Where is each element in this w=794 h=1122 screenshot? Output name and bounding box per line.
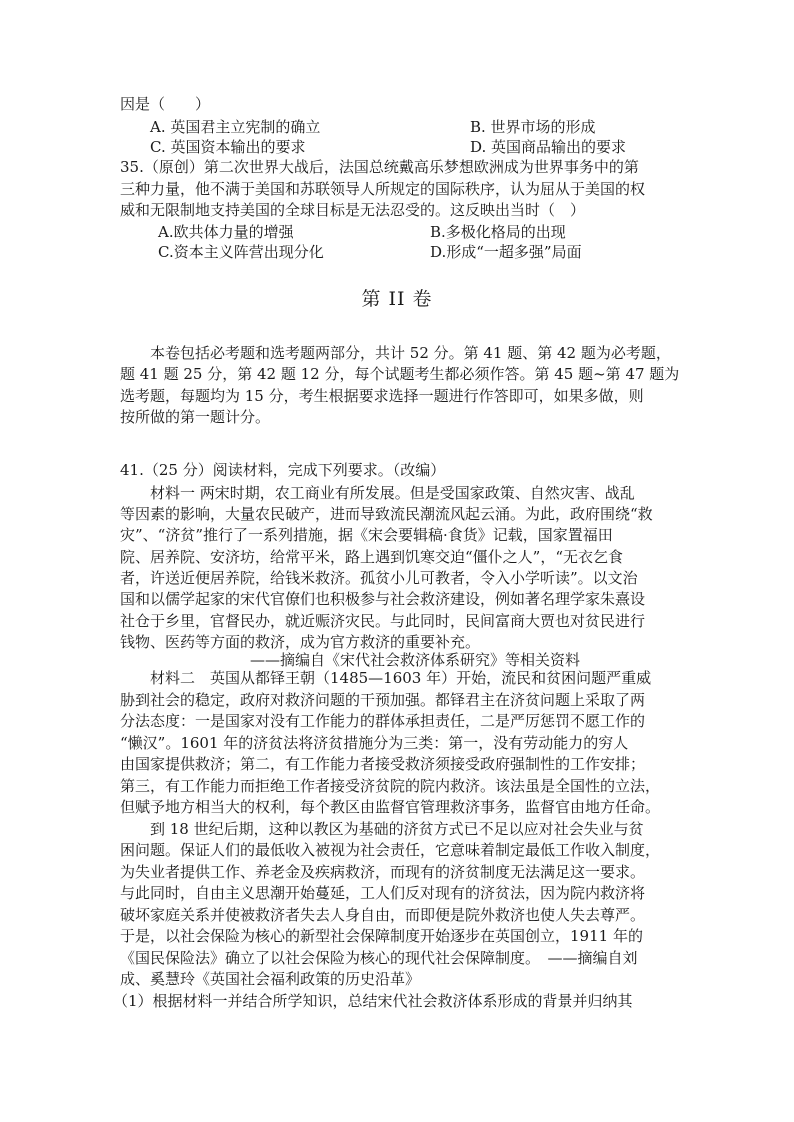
q41-material2-line: 材料二 英国从都铎王朝（1485—1603 年）开始，流民和贫困问题严重威 (120, 669, 652, 687)
q41-material2-line: 胁到社会的稳定，政府对救济问题的干预加强。都铎君主在济贫问题上采取了两 (120, 691, 646, 709)
q41-material1-line: 院、居养院、安济坊，给常平米，路上遇到饥寒交迫“僵仆之人”，“无衣乞食 (120, 548, 624, 566)
q41-material2-line: 与此同时，自由主义思潮开始蔓延，工人们反对现有的济贫法，因为院内救济将 (120, 884, 646, 902)
section-intro-line: 题 41 题 25 分，第 42 题 12 分，每个试题考生都必须作答。第 45 题~第 47 题为 (120, 365, 680, 383)
q35-option-d: D.形成“一超多强”局面 (430, 243, 582, 261)
q41-material2-line: “懒汉”。1601 年的济贫法将济贫措施分为三类：第一，没有劳动能力的穷人 (120, 734, 629, 752)
q41-material1-line: 钱物、医药等方面的救济，成为官方救济的重要补充。 (120, 633, 481, 651)
q41-material1-line: 灾”、“济贫”推行了一系列措施，据《宋会要辑稿·食货》记载，国家置福田 (120, 526, 613, 544)
q41-material2-line: 于是，以社会保险为核心的新型社会保障制度开始逐步在英国创立，1911 年的 (120, 927, 643, 945)
q35-option-c: C.资本主义阵营出现分化 (158, 243, 324, 261)
q41-material2-line: 成、奚慧玲《英国社会福利政策的历史沿革》 (120, 970, 421, 988)
q41-material1-line: 等因素的影响，大量农民破产，进而导致流民潮流风起云涌。为此，政府围绕“救 (120, 505, 653, 523)
q35-option-a: A.欧共体力量的增强 (158, 223, 294, 241)
q34-option-b: B. 世界市场的形成 (470, 118, 596, 136)
q41-material2-line: 但赋予地方相当大的权利，每个教区由监督官管理救济事务，监督官由地方任命。 (120, 798, 661, 816)
q34-option-d: D. 英国商品输出的要求 (470, 138, 627, 156)
q41-material2-line: 到 18 世纪后期，这种以教区为基础的济贫方式已不足以应对社会失业与贫 (120, 820, 644, 838)
q35-line: 威和无限制地支持美国的全球目标是无法忍受的。这反映出当时（ ） (120, 201, 586, 219)
section-intro-line: 本卷包括必考题和选考题两部分，共计 52 分。第 41 题、第 42 题为必考题， (120, 344, 671, 362)
q41-subquestion-1: （1）根据材料一并结合所学知识，总结宋代社会救济体系形成的背景并归纳其 (113, 992, 633, 1010)
q41-material2-line: 破坏家庭关系并使被救济者失去人身自由，而即便是院外救济也使人失去尊严。 (120, 906, 646, 924)
q35-line: 35.（原创）第二次世界大战后，法国总统戴高乐梦想欧洲成为世界事务中的第 (120, 158, 639, 176)
q34-stem-tail: 因是（ ） (120, 95, 211, 113)
q41-material1-source: ——摘编自《宋代社会救济体系研究》等相关资料 (250, 651, 581, 669)
section-intro-line: 按所做的第一题计分。 (120, 408, 271, 426)
q41-material2-line: 为失业者提供工作、养老金及疾病救济，而现有的济贫制度无法满足这一要求。 (120, 863, 646, 881)
q41-heading: 41.（25 分）阅读材料，完成下列要求。（改编） (120, 461, 446, 479)
q41-material1-line: 材料一 两宋时期，农工商业有所发展。但是受国家政策、自然灾害、战乱 (120, 484, 635, 502)
section-intro-line: 选考题，每题均为 15 分，考生根据要求选择一题进行作答即可，如果多做，则 (120, 387, 644, 405)
q41-material2-line: 分法态度：一是国家对没有工作能力的群体承担责任，二是严厉惩罚不愿工作的 (120, 712, 646, 730)
q35-line: 三种力量，他不满于美国和苏联领导人所规定的国际秩序，认为屈从于美国的权 (120, 180, 646, 198)
q35-option-b: B.多极化格局的出现 (430, 223, 566, 241)
q41-material1-line: 国和以儒学起家的宋代官僚们也积极参与社会救济建设，例如著名理学家朱熹设 (120, 590, 646, 608)
q34-option-a: A. 英国君主立宪制的确立 (150, 118, 321, 136)
q34-option-c: C. 英国资本输出的要求 (150, 138, 306, 156)
q41-material2-line: 《国民保险法》确立了以社会保险为核心的现代社会保障制度。 ——摘编自刘 (120, 949, 638, 967)
section-title: 第 II 卷 (361, 288, 433, 310)
q41-material2-line: 困问题。保证人们的最低收入被视为社会责任，它意味着制定最低工作收入制度， (120, 841, 661, 859)
q41-material2-line: 由国家提供救济；第二，有工作能力者接受救济须接受政府强制性的工作安排； (120, 755, 646, 773)
q41-material2-line: 第三，有工作能力而拒绝工作者接受济贫院的院内救济。该法虽是全国性的立法， (120, 777, 661, 795)
q41-material1-line: 者，许送近便居养院，给钱米救济。孤贫小儿可教者，令入小学听读”。以文治 (120, 569, 638, 587)
q41-material1-line: 社仓于乡里，官督民办，就近赈济灾民。与此同时，民间富商大贾也对贫民进行 (120, 612, 646, 630)
